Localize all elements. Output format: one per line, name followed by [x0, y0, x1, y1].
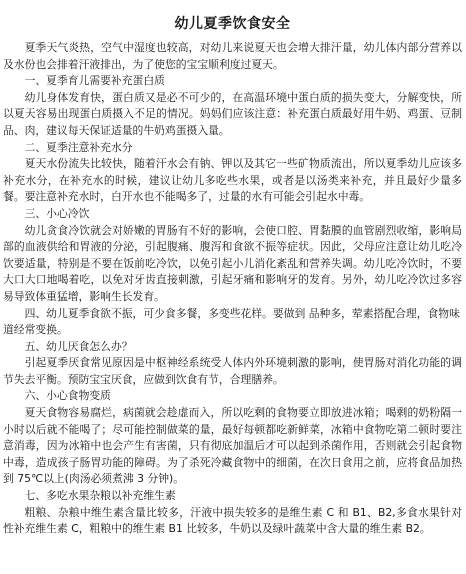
paragraph: 夏季天气炎热，空气中湿度也较高，对幼儿来说夏天也会增大排汗量，幼儿体内部分营养以及水份也会排着汗液排出，为了使您的宝宝顺利度过夏天。	[3, 41, 462, 71]
paragraph: 粗粮、杂粮中维生素含量比较多，汗液中损失较多的是维生素 C 和 B1、B2,多食水果针对性补充维生素 C，粗粮中的维生素 B1 比较多，牛奶以及绿叶蔬菜中含大量的维生素 B2。	[3, 505, 462, 536]
paragraph: 幼儿贪食冷饮就会对娇嫩的胃肠有不好的影响，会使口腔、胃黏膜的血管剧烈收缩，影响局部的血液供给和胃液的分泌，引起腹痛、腹泻和食欲不振等症状。因此，父母应注意让幼儿吃冷饮要适量，特别是不要在饭前吃冷饮，以免引起小儿消化紊乱和营养失调。幼儿吃冷饮时，不要大口大口地喝着吃，以免对牙齿直接刺激，引起牙痛和影响牙的发育。另外，幼儿吃冷饮过多容易导致体重猛增，影响生长发育。	[3, 223, 462, 303]
paragraph: 夏天水份流失比较快，随着汗水会有钠、钾以及其它一些矿物质流出，所以夏季幼儿应该多补充水分，在补充水的时候，建议让幼儿多吃些水果，或者是以汤类来补充，并且最好少量多餐。要注意补充水时，白开水也不能喝多了，过量的水有可能会引起水中毒。	[3, 157, 462, 204]
section-heading: 一、夏季育儿需要补充蛋白质	[24, 74, 165, 88]
paragraph: 幼儿身体发育快，蛋白质又是必不可少的，在高温环境中蛋白质的损失变大，分解变快，所以夏天容易出现蛋白质摄入不足的情况。妈妈们应该注意：补充蛋白质最好用牛奶、鸡蛋、豆制品、肉，建议每天保证适量的牛奶鸡蛋摄入量。	[3, 90, 462, 137]
paragraph: 夏天食物容易腐烂，病菌就会趁虚而入，所以吃剩的食物要立即放进冰箱；喝剩的奶粉隔一小时以后就不能喝了；尽可能控制做菜的量，最好每顿都吃新鲜菜，冰箱中食物吃第二顿时要注意消毒，因为冰箱中也会产生有害菌，只有彻底加温后才可以起到杀菌作用，否则就会引起食物中毒，造成孩子肠胃功能的障碍。为了杀死冷藏食物中的细菌，在次日食用之前，应将食品加热到 75℃以上(肉汤必须煮沸 3 分钟)。	[3, 406, 462, 486]
section-heading: 五、幼儿厌食怎么办？	[24, 339, 133, 353]
section-heading: 六、小心食物变质	[24, 389, 111, 403]
paragraph: 引起夏季厌食常见原因是中枢神经系统受人体内外环境刺激的影响，使胃肠对消化功能的调节失去平衡。预防宝宝厌食，应做到饮食有节，合理膳养。	[3, 356, 462, 386]
section-heading: 七、多吃水果杂粮以补充维生素	[24, 489, 176, 503]
document-body	[3, 40, 462, 538]
section-heading: 四、幼儿夏季食欲不振，可少食多餐，多变些花样。要做到 品种多，荤素搭配合理，食物味道经常变换。	[3, 306, 460, 337]
document-title: 幼儿夏季饮食安全	[174, 16, 291, 32]
section-heading: 二、夏季注意补充水分	[24, 140, 133, 154]
section-heading: 三、小心冷饮	[24, 206, 90, 220]
